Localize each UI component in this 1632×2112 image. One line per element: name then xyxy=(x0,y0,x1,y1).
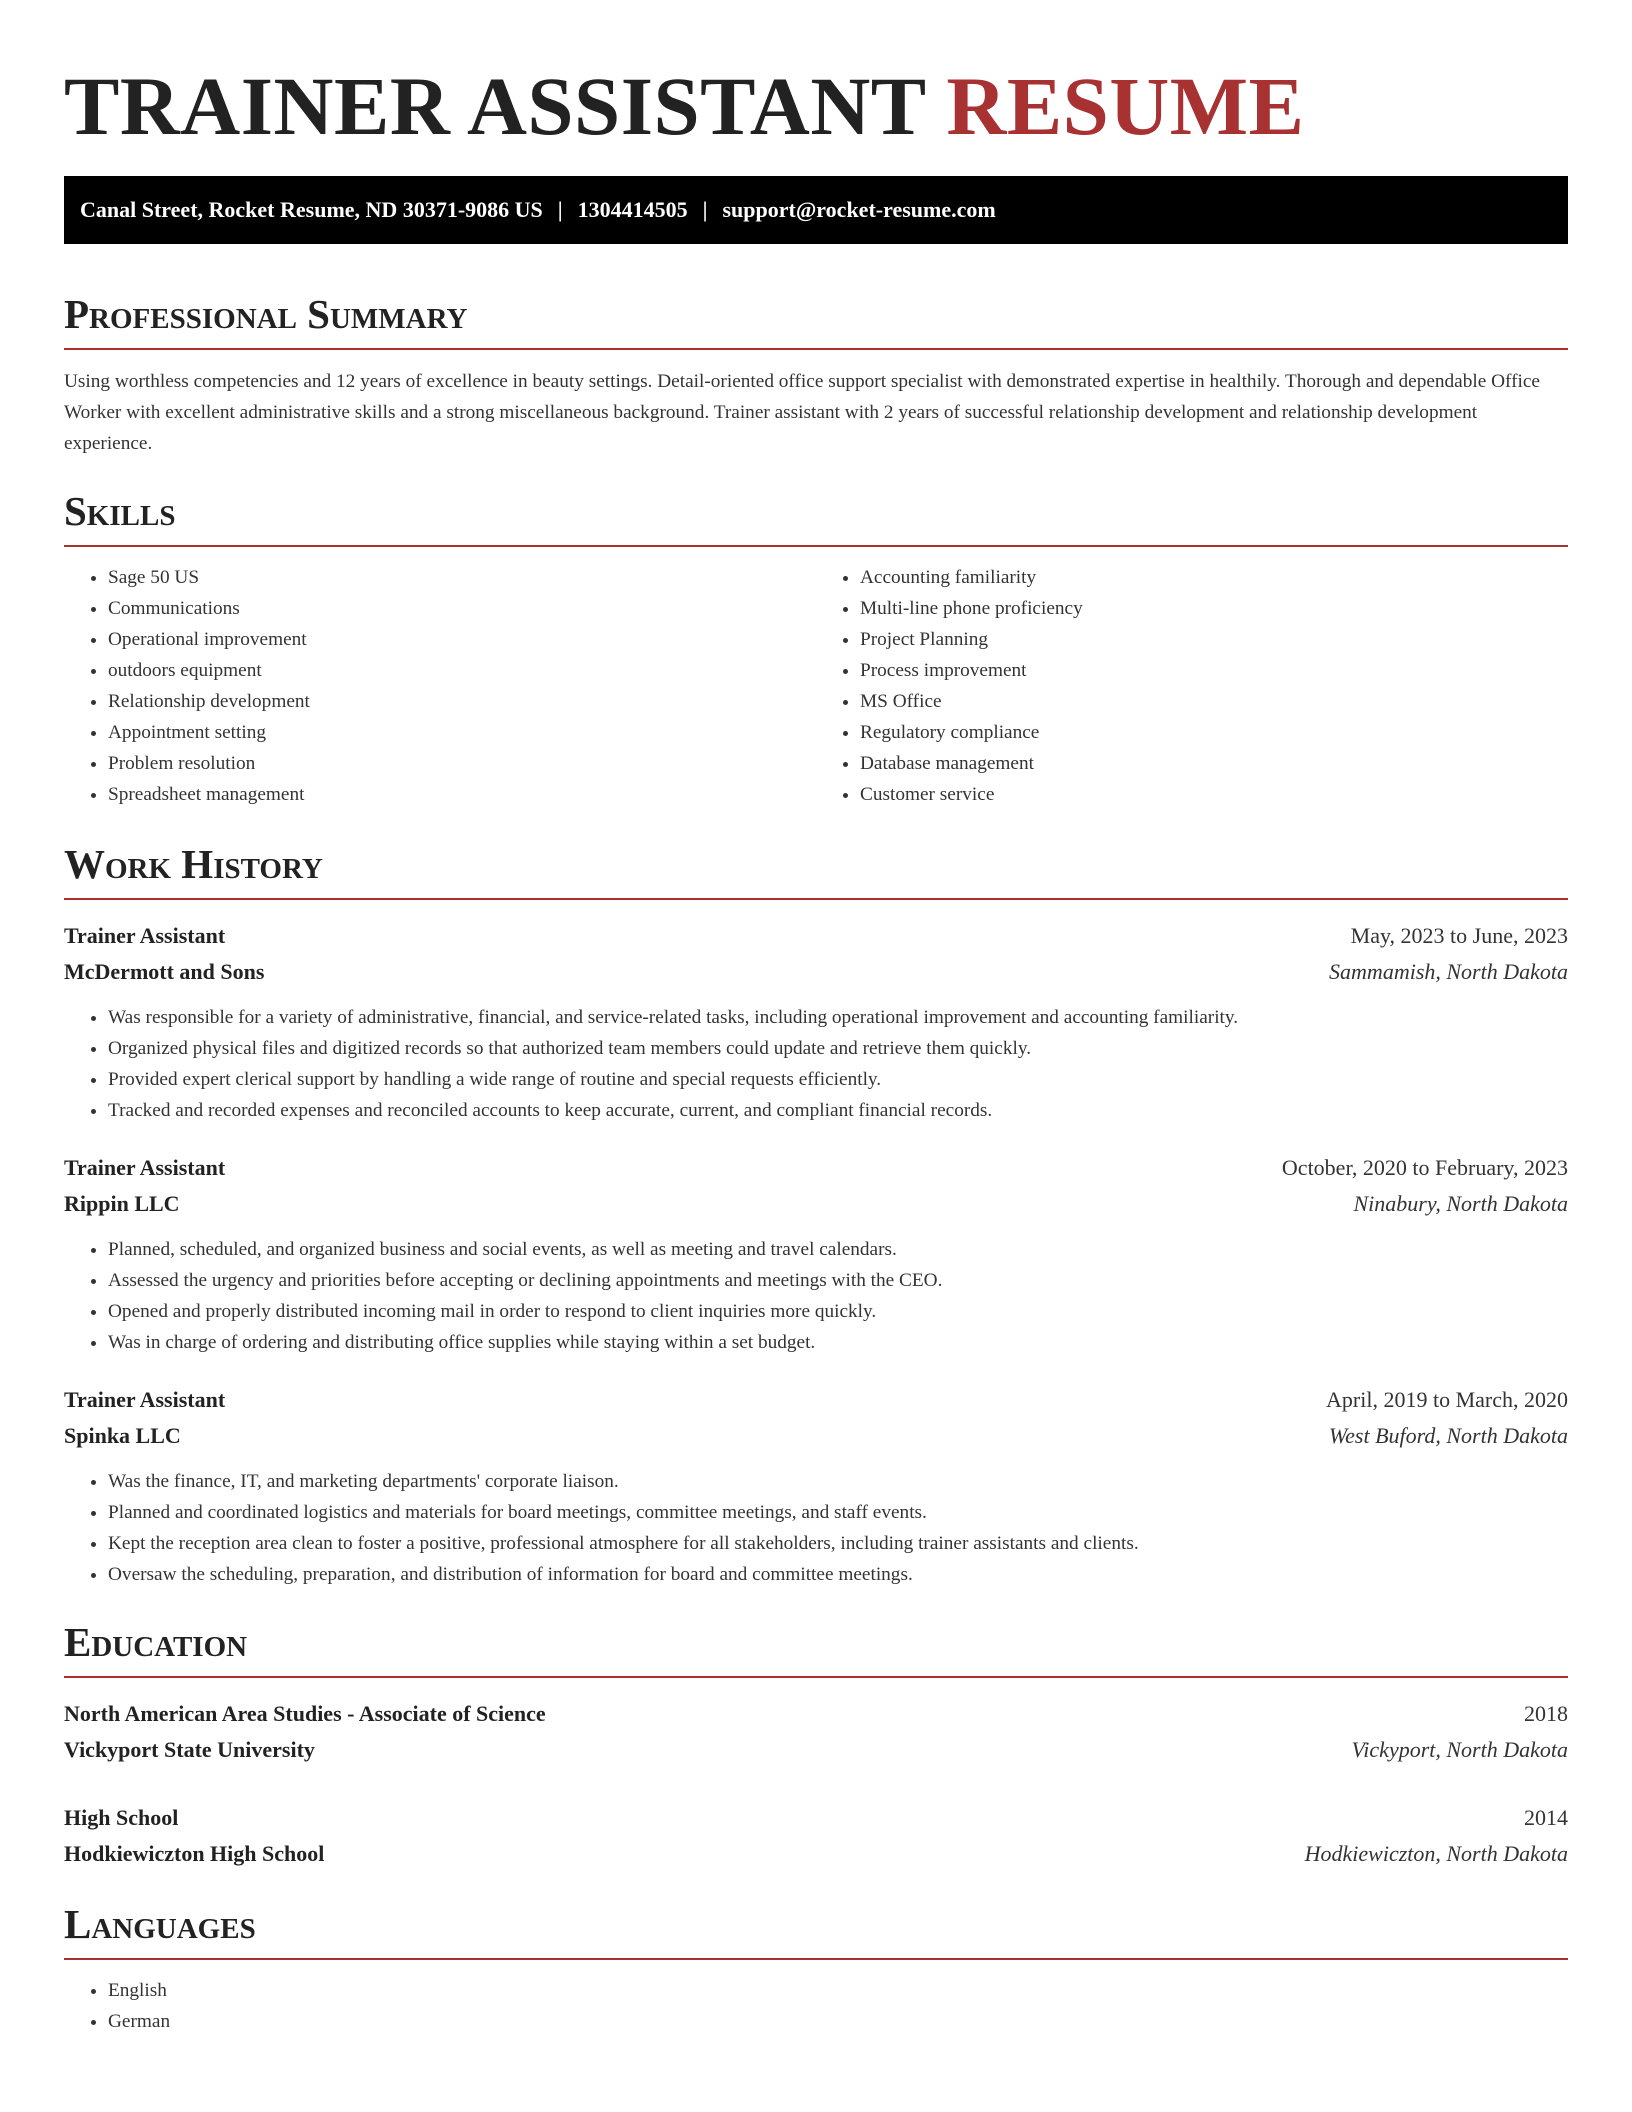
title-accent: RESUME xyxy=(946,60,1305,152)
skill-item: • Communications xyxy=(108,593,816,624)
education-year: 2014 xyxy=(1524,1805,1568,1830)
skill-item: • Relationship development xyxy=(108,686,816,717)
duty-item: • Oversaw the scheduling, preparation, and distribution of information for board and committee meetings. xyxy=(108,1559,1568,1590)
education-header xyxy=(64,1800,1568,1836)
contact-separator: | xyxy=(702,197,708,222)
education-location: Hodkiewiczton, North Dakota xyxy=(1304,1841,1568,1866)
duty-item: • Was responsible for a variety of administrative, financial, and service-related tasks, including operational improvement and accounting familiarity. xyxy=(108,1002,1568,1033)
duty-item: • Was the finance, IT, and marketing departments' corporate liaison. xyxy=(108,1466,1568,1497)
skill-item: • Appointment setting xyxy=(108,717,816,748)
education-subheader xyxy=(64,1836,1568,1872)
language-item: • English xyxy=(108,1975,1568,2006)
skill-item: • Process improvement xyxy=(860,655,1568,686)
skill-item: • MS Office xyxy=(860,686,1568,717)
languages-section xyxy=(64,1900,1568,2037)
contact-address: Canal Street, Rocket Resume, ND 30371-9086 US xyxy=(80,197,543,222)
section-divider xyxy=(64,1676,1568,1678)
duty-item: • Opened and properly distributed incoming mail in order to respond to client inquiries more quickly. xyxy=(108,1296,1568,1327)
job-dates: April, 2019 to March, 2020 xyxy=(1326,1387,1568,1412)
summary-text: Using worthless competencies and 12 years of excellence in beauty settings. Detail-oriented office support specialist with demonstrated expertise in healthily. Thorough and dependable Office Worker with excellent administrative skills and a strong miscellaneous background. Trainer assistant with 2 years of successful relationship development and relationship development experience. xyxy=(64,371,1540,454)
education-year: 2018 xyxy=(1524,1701,1568,1726)
duty-item: • Organized physical files and digitized records so that authorized team members could update and retrieve them quickly. xyxy=(108,1033,1568,1064)
skills-section xyxy=(64,487,1568,810)
education-school: Vickyport State University xyxy=(64,1737,315,1762)
duty-item: • Provided expert clerical support by handling a wide range of routine and special requests efficiently. xyxy=(108,1064,1568,1095)
job-location: Sammamish, North Dakota xyxy=(1329,959,1568,984)
skills-list-left xyxy=(64,562,816,810)
resume-title xyxy=(64,60,1568,152)
skill-item: • Multi-line phone proficiency xyxy=(860,593,1568,624)
job-entry xyxy=(64,918,1568,1126)
skill-item: • Operational improvement xyxy=(108,624,816,655)
job-location: Ninabury, North Dakota xyxy=(1353,1191,1568,1216)
duty-item: • Was in charge of ordering and distributing office supplies while staying within a set budget. xyxy=(108,1327,1568,1358)
duty-item: • Planned and coordinated logistics and materials for board meetings, committee meetings, and staff events. xyxy=(108,1497,1568,1528)
education-header xyxy=(64,1696,1568,1732)
skill-item: • Regulatory compliance xyxy=(860,717,1568,748)
job-title: Trainer Assistant xyxy=(64,1155,226,1180)
job-header xyxy=(64,1382,1568,1418)
job-entry xyxy=(64,1382,1568,1590)
skill-item: • Accounting familiarity xyxy=(860,562,1568,593)
education-subheader xyxy=(64,1732,1568,1768)
skill-item: • Sage 50 US xyxy=(108,562,816,593)
section-divider xyxy=(64,898,1568,900)
job-company: Spinka LLC xyxy=(64,1423,181,1448)
title-main: TRAINER ASSISTANT xyxy=(64,60,926,152)
education-section xyxy=(64,1618,1568,1872)
contact-separator: | xyxy=(557,197,563,222)
section-divider xyxy=(64,348,1568,350)
section-title: Education xyxy=(64,1619,248,1665)
job-company: Rippin LLC xyxy=(64,1191,180,1216)
job-duties xyxy=(64,1466,1568,1590)
skill-item: • Problem resolution xyxy=(108,748,816,779)
section-title: Skills xyxy=(64,488,176,534)
duty-item: • Tracked and recorded expenses and reconciled accounts to keep accurate, current, and compliant financial records. xyxy=(108,1095,1568,1126)
education-entry xyxy=(64,1800,1568,1872)
job-subheader xyxy=(64,954,1568,990)
language-item: • German xyxy=(108,2006,1568,2037)
job-header xyxy=(64,1150,1568,1186)
job-dates: May, 2023 to June, 2023 xyxy=(1350,923,1568,948)
duty-item: • Kept the reception area clean to foster a positive, professional atmosphere for all stakeholders, including trainer assistants and clients. xyxy=(108,1528,1568,1559)
education-degree: North American Area Studies - Associate of Science xyxy=(64,1701,546,1726)
resume-page xyxy=(64,0,1568,2037)
job-title: Trainer Assistant xyxy=(64,923,226,948)
skill-item: • Spreadsheet management xyxy=(108,779,816,810)
section-divider xyxy=(64,1958,1568,1960)
skills-list-right xyxy=(816,562,1568,810)
section-title: Professional Summary xyxy=(64,291,468,337)
job-title: Trainer Assistant xyxy=(64,1387,226,1412)
job-duties xyxy=(64,1234,1568,1358)
job-entry xyxy=(64,1150,1568,1358)
section-title: Languages xyxy=(64,1901,256,1947)
contact-email: support@rocket-resume.com xyxy=(722,197,996,222)
job-duties xyxy=(64,1002,1568,1126)
skills-columns xyxy=(64,562,1568,810)
job-dates: October, 2020 to February, 2023 xyxy=(1281,1155,1568,1180)
education-entry xyxy=(64,1696,1568,1768)
duty-item: • Planned, scheduled, and organized business and social events, as well as meeting and travel calendars. xyxy=(108,1234,1568,1265)
job-company: McDermott and Sons xyxy=(64,959,265,984)
skill-item: • Database management xyxy=(860,748,1568,779)
job-subheader xyxy=(64,1418,1568,1454)
work-history-section xyxy=(64,840,1568,1590)
skill-item: • Customer service xyxy=(860,779,1568,810)
section-divider xyxy=(64,545,1568,547)
job-subheader xyxy=(64,1186,1568,1222)
contact-bar xyxy=(64,176,1568,244)
education-location: Vickyport, North Dakota xyxy=(1351,1737,1568,1762)
summary-section xyxy=(64,290,1568,459)
skill-item: • outdoors equipment xyxy=(108,655,816,686)
job-location: West Buford, North Dakota xyxy=(1328,1423,1568,1448)
section-title: Work History xyxy=(64,841,323,887)
skill-item: • Project Planning xyxy=(860,624,1568,655)
duty-item: • Assessed the urgency and priorities before accepting or declining appointments and meetings with the CEO. xyxy=(108,1265,1568,1296)
job-header xyxy=(64,918,1568,954)
education-degree: High School xyxy=(64,1805,179,1830)
contact-phone: 1304414505 xyxy=(577,197,688,222)
education-school: Hodkiewiczton High School xyxy=(64,1841,325,1866)
languages-list xyxy=(64,1975,1568,2037)
